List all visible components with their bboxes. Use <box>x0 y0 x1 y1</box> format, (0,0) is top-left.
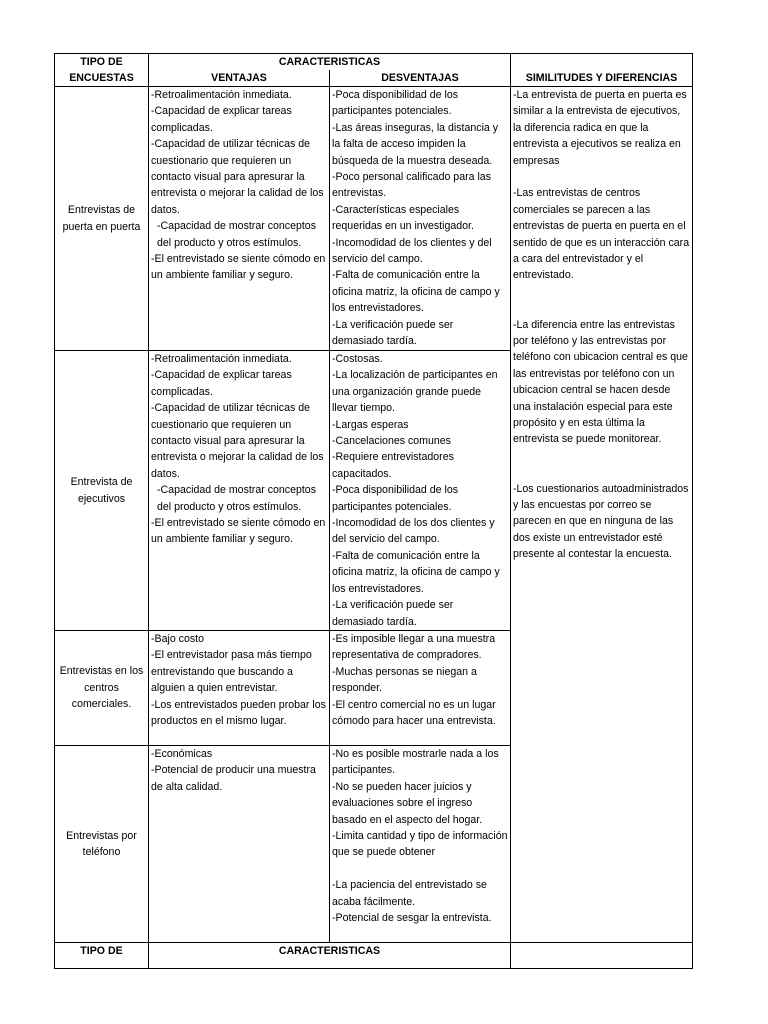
similitudes-cell <box>511 87 693 943</box>
list-item: -Capacidad de mostrar conceptos del producto y otros estímulos. <box>157 220 316 249</box>
list-item: -Cancelaciones comunes <box>332 435 451 448</box>
list-item: -Costosas. <box>332 353 383 365</box>
list-item: -Capacidad de mostrar conceptos del producto y otros estímulos. <box>157 484 316 513</box>
ventajas-cell <box>149 351 330 631</box>
list-item: -El entrevistador pasa más tiempo entrevistando que buscando a alguien a quien entrevistar. <box>151 649 312 695</box>
similitud-item: -La diferencia entre las entrevistas por teléfono y las entrevistas por teléfono con ubicacion central es que las entrevistas por teléfono con un ubicacion central se hacen desde una instalación especial para este propósito y en esta última la entrevista se puede monitorear. <box>513 318 688 446</box>
footer-tipo: TIPO DE <box>55 943 149 969</box>
list-item: -El centro comercial no es un lugar cómodo para hacer una entrevista. <box>332 698 496 728</box>
list-item: -Largas esperas <box>332 418 409 431</box>
footer-caracteristicas: CARACTERISTICAS <box>149 943 511 969</box>
similitud-item: -Los cuestionarios autoadministrados y las encuestas por correo se parecen en que en ninguna de las dos existe un entrevistador esté presente al contestar la encuesta. <box>513 482 689 561</box>
ventajas-cell <box>149 746 330 943</box>
list-item: -La localización de participantes en una organización grande puede llevar tiempo. <box>332 369 498 415</box>
list-item: -Bajo costo <box>151 633 204 645</box>
survey-comparison-table <box>54 53 693 969</box>
list-item: -Poca disponibilidad de los participantes potenciales. <box>332 484 459 513</box>
list-item: -Es imposible llegar a una muestra representativa de compradores. <box>332 633 496 662</box>
desventajas-cell <box>330 631 511 746</box>
list-item: -Poca disponibilidad de los participantes potenciales. <box>332 89 459 118</box>
row-name: Entrevista de ejecutivos <box>55 351 149 631</box>
list-item: -Las áreas inseguras, la distancia y la falta de acceso impiden la búsqueda de la muestra deseada. <box>332 121 499 167</box>
list-item: -Muchas personas se niegan a responder. <box>332 665 477 695</box>
list-item: -La paciencia del entrevistado se acaba fácilmente. <box>332 879 487 908</box>
ventajas-cell <box>149 87 330 351</box>
list-item: -No se pueden hacer juicios y evaluaciones sobre el ingreso basado en el aspecto del hogar. <box>332 780 483 826</box>
list-item: -Requiere entrevistadores capacitados. <box>332 451 454 480</box>
table-row <box>55 87 693 351</box>
row-name: Entrevistas por teléfono <box>55 746 149 943</box>
list-item: -El entrevistado se siente cómodo en un ambiente familiar y seguro. <box>151 517 326 546</box>
list-item: -El entrevistado se siente cómodo en un ambiente familiar y seguro. <box>151 253 326 282</box>
list-item: -Características especiales requeridas en un investigador. <box>332 203 474 233</box>
row-name: Entrevistas en los centros comerciales. <box>55 631 149 746</box>
list-item: -Capacidad de explicar tareas complicadas. <box>151 105 292 134</box>
similitud-item: -La entrevista de puerta en puerta es similar a la entrevista de ejecutivos, la diferencia radica en que la entrevista a ejecutivos se realiza en empresas <box>513 89 687 167</box>
desventajas-cell <box>330 351 511 631</box>
list-item: -Limita cantidad y tipo de información que se puede obtener <box>332 830 508 859</box>
list-item: -Incomodidad de los dos clientes y del servicio del campo. <box>332 517 495 546</box>
list-item: -Potencial de sesgar la entrevista. <box>332 912 492 925</box>
list-item: -Incomodidad de los clientes y del servicio del campo. <box>332 236 492 266</box>
header-caracteristicas: CARACTERISTICAS <box>149 54 511 71</box>
list-item: -Económicas <box>151 748 213 760</box>
list-item: -Potencial de producir una muestra de alta calidad. <box>151 764 316 793</box>
similitud-item: -Las entrevistas de centros comerciales se parecen a las entrevistas de puerta en puerta en el sentido de que es un interacción cara a cara del entrevistador y el entrevistado. <box>513 187 690 282</box>
list-item: -La verificación puede ser demasiado tardía. <box>332 318 454 348</box>
header-desventajas: DESVENTAJAS <box>330 70 511 87</box>
ventajas-cell <box>149 631 330 746</box>
list-item: -No es posible mostrarle nada a los participantes. <box>332 748 499 777</box>
header-tipo: TIPO DE ENCUESTAS <box>55 54 149 87</box>
desventajas-cell <box>330 746 511 943</box>
header-empty <box>511 54 693 71</box>
list-item: -Falta de comunicación entre la oficina matriz, la oficina de campo y los entrevistadores. <box>332 269 500 315</box>
list-item: -Capacidad de utilizar técnicas de cuestionario que requieren un contacto visual para apresurar la entrevista o mejorar la calidad de los datos. <box>151 402 324 480</box>
list-item: -Retroalimentación inmediata. <box>151 353 292 365</box>
list-item: -Capacidad de utilizar técnicas de cuestionario que requieren un contacto visual para apresurar la entrevista o mejorar la calidad de los datos. <box>151 138 324 216</box>
header-ventajas: VENTAJAS <box>149 70 330 87</box>
list-item: -Falta de comunicación entre la oficina matriz, la oficina de campo y los entrevistadores. <box>332 549 500 595</box>
list-item: -Capacidad de explicar tareas complicadas. <box>151 369 292 398</box>
list-item: -La verificación puede ser demasiado tardía. <box>332 599 454 628</box>
header-similitudes: SIMILITUDES Y DIFERENCIAS <box>511 70 693 87</box>
list-item: -Retroalimentación inmediata. <box>151 89 292 101</box>
desventajas-cell <box>330 87 511 351</box>
list-item: -Poco personal calificado para las entrevistas. <box>332 171 491 200</box>
row-name: Entrevistas de puerta en puerta <box>55 87 149 351</box>
list-item: -Los entrevistados pueden probar los productos en el mismo lugar. <box>151 698 326 728</box>
footer-empty <box>511 943 693 969</box>
